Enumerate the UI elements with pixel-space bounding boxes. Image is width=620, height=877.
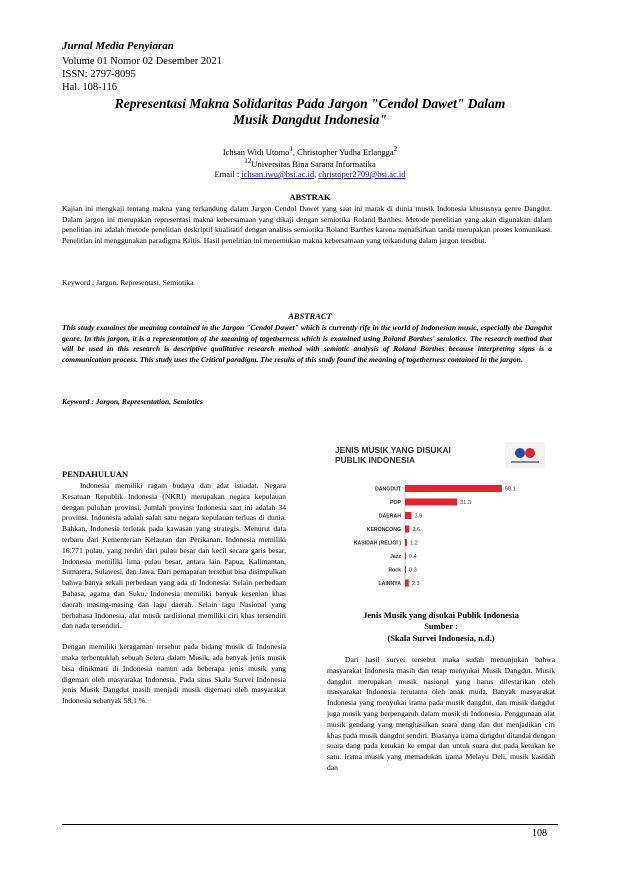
- chart-bar: [405, 512, 412, 519]
- author-separator: ,: [292, 146, 298, 157]
- chart-category-label: POP: [390, 500, 401, 506]
- intro-paragraph-1: Indonesia memiliki ragam budaya dan adat istiadat. Negara Kesatuan Republik Indonesia (NKRI) merupakan negara kepulauan dengan puluhan provinsi. Jumlah provinsi Indonesia saat ini adalah 34 provinsi. Indonesia adalah salah satu negara kepulauan terluas di dunia. Bahkan, Indonesia terletak pada kawasan yang strategis. Menurut data terbaru dari Kementerian Kelautan dan Perikanan, Indonesia memiliki 16.771 pulau, yang terdiri dari pulau besar dan kecil secara garis besar, Indonesia memiliki lima pulau besar, antara lain Papua, Kalimantan, Sumatera, Sulawesi, dan Jawa. Dari pemaparan tersebut bisa disimpulkan bahwa banya sekali perbedaan yang ada di Indonesia. Selain perbedaan Bahasa, agama dan Suku, Indonesia memiliki banyak kesenian khas daerah masing-masing dan lagu daerah. Selain lagu Nasional yang berbahasa Indonesia, alat musik tardisional memiliki ciri khas tersendiri dan nada tersendiri.: [62, 481, 286, 631]
- affiliation-sup: 12: [244, 157, 252, 165]
- author-1-sup: 1: [289, 145, 293, 153]
- paper-title: [60, 96, 560, 128]
- abstract-heading: ABSTRACT: [288, 311, 332, 321]
- figure-source: (Skala Survei Indonesia, n.d.): [387, 633, 495, 643]
- chart-title-line-2: PUBLIK INDONESIA: [335, 455, 416, 465]
- email-link-1[interactable]: ichsan.iwu@bsi.ac.id: [241, 169, 315, 179]
- journal-issn: ISSN: 2797-8095: [62, 69, 136, 80]
- chart-value-label: 31.3: [460, 500, 472, 506]
- chart-bar: [405, 566, 406, 573]
- figure-source-label: Sumber :: [424, 621, 458, 631]
- abstrak-text: Kajian ini mengkaji tentang makna yang terkandung dalam Jargon Cendol Dawet yang saat ini marak di dunia musik Indonesia khususnya genre Dangdut. Dalam jargon ini merupakan representasi makna kebersamaan yang dikaji dengan semiotika Roland Barthes. Metode penelitian yang akan digunakan dalam penelitian ini adalah metode penelitian deskriptif kualitatif dengan analisis semiotika Roland Barthes karena menafsirkan tanda merupakan proses komunikasi. Penelitian ini menggunakan paradigma Kritis. Hasil penelitian ini menemukan makna kebersamaan yang terkandung dalam jargon tersebut.: [62, 204, 552, 245]
- chart-value-label: 0.4: [409, 554, 417, 560]
- chart-value-label: 0.3: [409, 567, 417, 574]
- journal-volume: Volume 01 Nomor 02 Desember 2021: [62, 56, 222, 67]
- figure-caption: Jenis Musik yang disukai Publik Indonesia: [363, 610, 519, 620]
- chart-category-label: KASIDAH (RELIGI ): [353, 540, 401, 547]
- email-line: [60, 169, 560, 179]
- author-2: Christopher Yudha Erlangga: [297, 146, 394, 157]
- intro-paragraph-2: Dengan memiliki keragaman tersebut pada bidang musik di Indonesia maka terbentuklah sebuah Selera dalam Musik, ada banyak jenis musik bisa dinikmati di Indonesia namun ada beberapa jenis musik yang digemari oleh masyarakat Indonesia. Pada situs Skala Survei Indonesia jenis Musik Dangdut masih menjadi musik digemari oleh masyarakat Indonesia sebanyak 58,1 %.: [62, 642, 286, 706]
- abstrak-keywords: Keyword : Jargon, Representasi, Semiotika: [62, 278, 194, 287]
- chart-category-label: Rock: [388, 567, 401, 574]
- affiliation-text: Universitas Bina Sarana Informatika: [251, 158, 376, 169]
- paper-title-line-1: Representasi Makna Solidaritas Pada Jargon "Cendol Dawet" Dalam: [114, 96, 506, 111]
- section-heading-pendahuluan: PENDAHULUAN: [62, 469, 129, 479]
- intro-paragraph-3: Dari hasil survei tersebut maka sudah menunjukan bahwa masyarakat Indonesia masih dan tetap menyukai Musik Dangdut. Musik dangdut merupakan musik nasional yang harus dilestarikan oleh masyarakat Indonesia terutama oleh anak muda. Banyak masyarakat Indonesia yang menyukai irama pada musik dangdut, dan musik dangdut juga musik yang berpengaruh dalam musik di Indonesia. Penggunaan alat musik gendang yang menghasilkan suara dang dan dut menjadikan ciri khas pada musik dangdut sendiri. Biasanya irama dangdut ditandai dengan suara dang pada ketukan ke empat dan untuk suara dut pada ketukan ke satu. Irama musik yang memadukan irama Melayu Deli, musik kasidah dan: [327, 655, 555, 772]
- chart-bar: [405, 553, 406, 560]
- abstrak-heading: ABSTRAK: [289, 192, 331, 202]
- email-separator: ,: [314, 169, 319, 179]
- chart-title-line-1: JENIS MUSIK YANG DISUKAI: [335, 445, 451, 455]
- chart-category-label: LAINNYA: [378, 581, 401, 587]
- authors: [60, 145, 560, 157]
- page-number: 108: [532, 828, 547, 839]
- chart-value-label: 58.1: [504, 486, 516, 493]
- chart-category-label: KERONCONG: [366, 527, 401, 533]
- chart-value-label: 2.6: [412, 527, 421, 533]
- author-1: Ichsan Widi Utomo: [222, 146, 290, 157]
- abstract-text: This study examines the meaning contained in the Jargon "Cendol Dawet" which is currently rife in the world of Indonesian music, especially the Dangdut genre. In this jargon, it is a representation of the meaning of togetherness which is examined using Roland Barthes' semiotics. The research method that will be used in this research is descriptive qualitative research method with semiotic analysis of Roland Barthes because interpreting signs is a communication process. This study uses the Critical paradigm. The results of this study found the meaning of togetherness contained in the jargon.: [62, 323, 552, 364]
- chart-bar: [405, 539, 407, 546]
- paper-title-line-2: Musik Dangdut Indonesia": [233, 112, 387, 127]
- chart-category-label: Jazz: [390, 554, 401, 560]
- email-link-2[interactable]: christoper2709@bsi.ac.id: [318, 169, 406, 179]
- chart-title: [335, 445, 451, 465]
- chart-category-label: DAERAH: [378, 513, 401, 520]
- chart-value-label: 3.9: [414, 513, 423, 520]
- author-2-sup: 2: [393, 145, 398, 153]
- left-column: [62, 481, 286, 717]
- journal-name: Jurnal Media Penyiaran: [62, 40, 174, 52]
- chart-bar: [405, 526, 409, 533]
- chart-bar: [405, 499, 457, 506]
- chart-value-label: 1.2: [410, 540, 418, 547]
- right-column: [327, 655, 555, 784]
- chart-bar: [405, 580, 409, 587]
- abstract-keywords: Keyword : Jargon, Representation, Semiotics: [62, 397, 203, 406]
- chart-category-label: DANGDUT: [375, 486, 401, 493]
- affiliation: [60, 157, 560, 169]
- chart-logo-icon: [505, 442, 545, 468]
- footer-rule: [62, 824, 558, 825]
- chart-value-label: 2.3: [411, 581, 420, 587]
- chart-bar: [405, 485, 502, 492]
- email-label: Email :: [214, 169, 242, 179]
- journal-pages: Hal. 108-116: [62, 82, 118, 93]
